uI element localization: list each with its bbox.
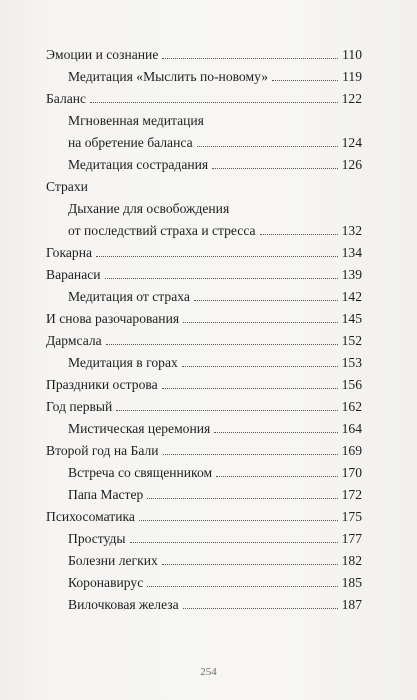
dot-leader [105,278,338,279]
toc-title: Баланс [46,91,87,106]
dot-leader [163,454,338,455]
toc-title: Дармсала [46,333,102,348]
toc-page: 124 [341,135,362,150]
toc-title: И снова разочарования [46,311,180,326]
toc-page: 152 [341,333,362,348]
dot-leader [214,432,337,433]
toc-entry [46,574,362,591]
toc-title: Праздники острова [46,377,158,392]
dot-leader [162,58,338,59]
toc-page: 139 [341,267,362,282]
toc-entry [46,90,362,107]
dot-leader [212,168,337,169]
toc-entry [46,112,362,151]
toc-page: 132 [341,223,362,238]
toc-page: 187 [341,597,362,612]
toc-title: Папа Мастер [68,487,144,502]
toc-entry [46,398,362,415]
toc-page: 185 [341,575,362,590]
toc-entry [46,508,362,525]
toc-entry [46,464,362,481]
toc-page: 126 [341,157,362,172]
dot-leader [182,366,338,367]
toc-page: 164 [341,421,362,436]
toc-title: Коронавирус [68,575,144,590]
dot-leader [162,564,338,565]
toc-page: 170 [341,465,362,480]
toc-entry [46,288,362,305]
toc-entry [46,354,362,371]
dot-leader [90,102,338,103]
toc-title-line1: Дыхание для освобождения [68,201,230,216]
toc-title: Вилочковая железа [68,597,179,612]
toc-title: Медитация от страха [68,289,190,304]
toc-entry [46,552,362,569]
dot-leader [106,344,338,345]
toc-entry [46,486,362,503]
toc-page: 177 [341,531,362,546]
toc-page: 145 [341,311,362,326]
toc-entry [46,530,362,547]
toc-entry [46,200,362,239]
dot-leader [183,322,338,323]
dot-leader [147,498,337,499]
dot-leader [197,146,338,147]
dot-leader [116,410,337,411]
toc-title: Болезни легких [68,553,158,568]
toc-title: Второй год на Бали [46,443,159,458]
toc-entry [46,244,362,261]
dot-leader [216,476,338,477]
toc-title-line1: Мгновенная медитация [68,113,204,128]
toc-title: Встреча со священником [68,465,213,480]
toc-title: Медитация «Мыслить по-новому» [68,69,269,84]
toc-page: 169 [341,443,362,458]
toc-title: Гокарна [46,245,92,260]
toc-page: 172 [341,487,362,502]
toc-title: Простуды [68,531,126,546]
toc-entry [46,46,362,63]
toc-title: Психосоматика [46,509,135,524]
toc-page: 122 [341,91,362,106]
dot-leader [272,80,338,81]
toc-title-line2: на обретение баланса [68,135,193,150]
dot-leader [260,234,338,235]
toc-page: 153 [341,355,362,370]
toc-page: 175 [341,509,362,524]
dot-leader [139,520,338,521]
toc-entry [46,332,362,349]
toc-entry [46,420,362,437]
dot-leader [147,586,337,587]
toc-title-line2: от последствий страха и стресса [68,223,256,238]
dot-leader [96,256,338,257]
toc-entry [46,266,362,283]
toc-title: Медитация сострадания [68,157,209,172]
toc-entry [46,156,362,173]
toc-page: 162 [341,399,362,414]
toc-title: Мистическая церемония [68,421,211,436]
toc-page: 156 [341,377,362,392]
toc-title: Медитация в горах [68,355,178,370]
dot-leader [162,388,338,389]
toc-title: Год первый [46,399,113,414]
toc-page: 119 [342,69,362,84]
toc-title: Страхи [46,179,88,194]
toc-page: 134 [341,245,362,260]
page-number: 254 [200,666,217,678]
toc-title: Эмоции и сознание [46,47,159,62]
toc-page: 110 [342,47,362,62]
dot-leader [194,300,338,301]
dot-leader [130,542,338,543]
toc-page: 182 [341,553,362,568]
toc-entry [46,376,362,393]
toc-title: Варанаси [46,267,101,282]
toc-entry [46,442,362,459]
toc-page: 142 [341,289,362,304]
toc-entry [46,596,362,613]
dot-leader [183,608,338,609]
toc-entry [46,68,362,85]
table-of-contents [46,46,362,613]
toc-entry [46,310,362,327]
toc-entry [46,178,362,195]
